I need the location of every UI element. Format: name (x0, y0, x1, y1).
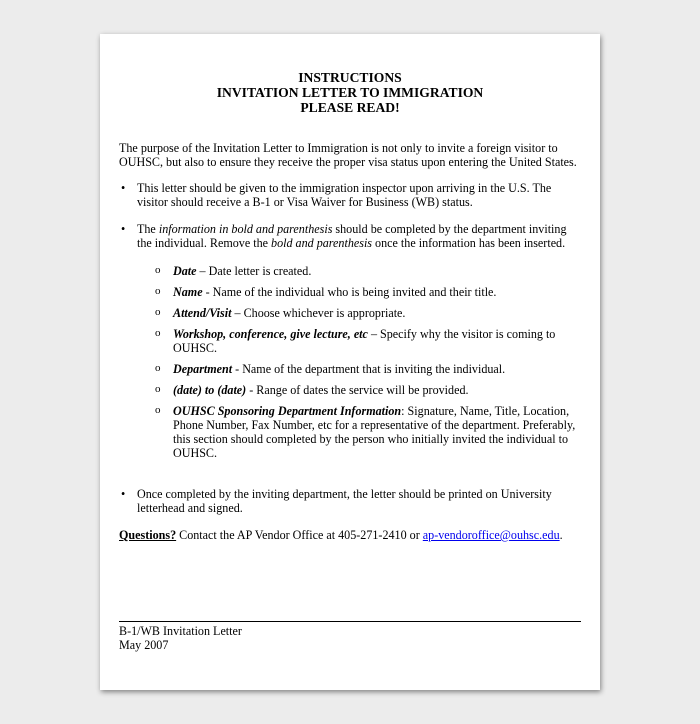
footer-date: May 2007 (119, 638, 169, 652)
field-term: Department (173, 362, 233, 376)
bullet-text-pre: The (137, 222, 159, 236)
field-desc: : Signature, Name, Title, Location, Phone Number, Fax Number, etc for a representative of the department. Preferably, this section should completed by the person who initially invited the individual to OUHSC. (173, 404, 576, 460)
circle-bullet-icon: o (155, 285, 161, 297)
field-term: (date) to (date) (173, 383, 250, 397)
bullet-text-emphasis: information in bold and parenthesis (158, 222, 333, 236)
document-body (119, 70, 581, 542)
circle-bullet-icon: o (155, 362, 161, 374)
field-desc: – Date letter is created. (196, 264, 312, 278)
circle-bullet-icon: o (155, 264, 161, 276)
questions-end: . (559, 528, 563, 542)
circle-bullet-icon: o (155, 404, 161, 416)
title-line-2: INVITATION LETTER TO IMMIGRATION (216, 85, 484, 100)
bullet-text-emphasis: bold and parenthesis (271, 236, 373, 250)
field-term: Attend/Visit (173, 306, 232, 320)
circle-bullet-icon: o (155, 306, 161, 318)
field-term: Name (173, 285, 203, 299)
footer-document-name: B-1/WB Invitation Letter (119, 624, 242, 638)
document-page (100, 34, 600, 690)
bullet-item-bold-parenthesis (119, 222, 581, 460)
field-item-date-range (137, 383, 581, 397)
document-title (119, 70, 581, 115)
vendor-email-link[interactable]: ap-vendoroffice@ouhsc.edu (422, 528, 560, 542)
field-item-attend-visit (137, 306, 581, 320)
bullet-item-letterhead (119, 487, 581, 515)
field-desc: - Range of dates the service will be provided. (249, 383, 469, 397)
bullet-dot-icon: • (121, 222, 126, 236)
title-line-3: PLEASE READ! (300, 100, 400, 115)
field-term: Date (173, 264, 197, 278)
bullet-item-immigration-inspector (119, 181, 581, 209)
bullet-text: This letter should be given to the immigration inspector upon arriving in the U.S. The visitor should receive a B-1 or Visa Waiver for Business (WB) status. (137, 181, 552, 209)
bullet-text-post: once the information has been inserted. (372, 236, 566, 250)
field-term: OUHSC Sponsoring Department Information (173, 404, 402, 418)
questions-label: Questions? (119, 528, 177, 542)
field-term: Workshop, conference, give lecture, etc (173, 327, 368, 341)
intro-paragraph: The purpose of the Invitation Letter to Immigration is not only to invite a foreign visitor to OUHSC, but also to ensure they receive the proper visa status upon entering the United States. (119, 141, 577, 169)
questions-paragraph (119, 528, 581, 542)
field-item-department (137, 362, 581, 376)
field-item-workshop (137, 327, 581, 355)
field-item-date (137, 264, 581, 278)
field-desc: - Name of the department that is inviting the individual. (232, 362, 506, 376)
bullet-text: Once completed by the inviting department, the letter should be printed on University letterhead and signed. (137, 487, 552, 515)
instruction-list (119, 181, 581, 515)
circle-bullet-icon: o (155, 327, 161, 339)
title-line-1: INSTRUCTIONS (298, 70, 402, 85)
page-footer (119, 621, 581, 652)
field-list (137, 264, 581, 460)
field-desc: – Specify why the visitor is coming to OUHSC. (173, 327, 556, 355)
bullet-text-mid: should be completed by the department inviting the individual. Remove the (137, 222, 567, 250)
field-desc: - Name of the individual who is being invited and their title. (202, 285, 497, 299)
bullet-dot-icon: • (121, 181, 126, 195)
circle-bullet-icon: o (155, 383, 161, 395)
questions-text: Contact the AP Vendor Office at 405-271-2410 or (176, 528, 423, 542)
field-item-sponsoring-department (137, 404, 581, 460)
field-desc: – Choose whichever is appropriate. (231, 306, 406, 320)
field-item-name (137, 285, 581, 299)
bullet-dot-icon: • (121, 487, 126, 501)
